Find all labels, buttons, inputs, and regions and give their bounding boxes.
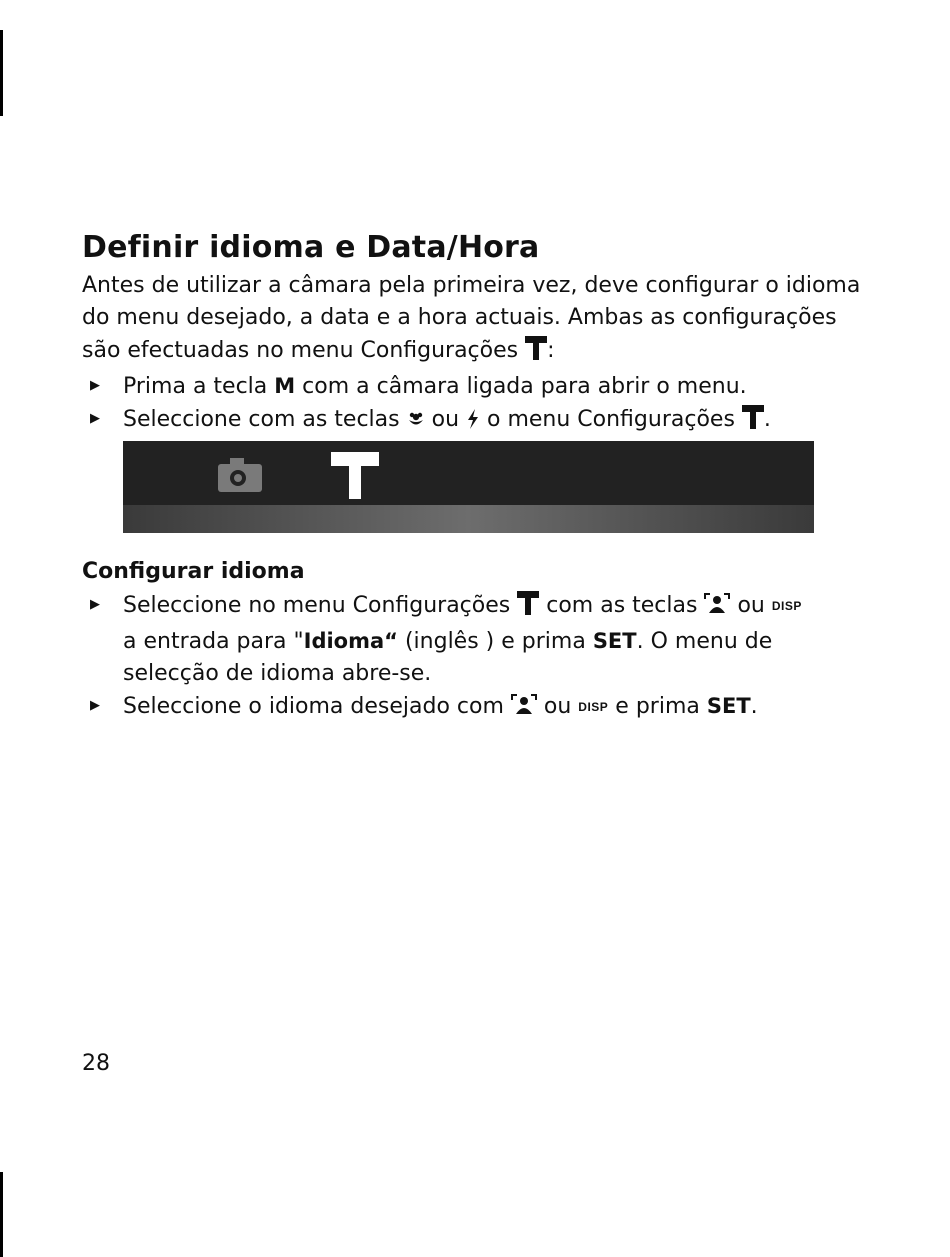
camera-icon [216,457,264,497]
step-text: Prima a tecla [123,374,275,399]
hammer-icon [525,334,547,370]
set-key-label: SET [592,629,637,653]
list-item [82,690,862,726]
triangle-right-icon: ▶ [90,378,100,393]
list-item [82,370,862,403]
step-text: (inglês ) e prima [397,629,593,654]
step-list-menu [82,370,862,439]
list-item [82,403,862,439]
step-list-language [82,589,862,726]
hammer-icon [517,589,539,625]
step-text: com as teclas [539,593,705,618]
step-text: . [763,407,771,432]
step-text: o menu Configurações [480,407,742,432]
triangle-right-icon: ▶ [90,411,100,426]
step-text: ou [730,593,772,618]
step-text: ou [424,407,466,432]
manual-page-content [82,226,862,726]
face-detect-icon [704,593,730,625]
menu-key-label: M [274,374,296,398]
menu-entry-term: Idioma“ [303,629,398,653]
camera-menu-screenshot [123,441,814,533]
hammer-icon [331,449,379,503]
step-text: . [750,694,758,719]
flash-icon [466,407,480,439]
page-number: 28 [82,1051,110,1076]
disp-key-label: DISP [771,599,802,613]
page-edge-mark-top [0,30,3,116]
list-item [82,589,862,690]
section-heading: Definir idioma e Data/Hora [82,230,540,265]
triangle-right-icon: ▶ [90,698,100,713]
step-text: . O menu de selecção de idioma abre-se. [123,629,773,686]
page-edge-mark-bottom [0,1172,3,1257]
step-text: Seleccione o idioma desejado com [123,694,511,719]
hammer-icon [742,403,764,439]
step-text: a entrada para " [123,629,304,654]
step-text: e prima [608,694,707,719]
subsection-heading: Configurar idioma [82,559,305,584]
intro-end: : [547,338,555,363]
step-text: Seleccione no menu Configurações [123,593,518,618]
macro-flower-icon [407,407,425,439]
set-key-label: SET [706,694,751,718]
intro-paragraph [82,270,862,370]
intro-text: Antes de utilizar a câmara pela primeira vez, deve configurar o idioma do menu desejado, a data e a hora actuais. Ambas as configurações são efectuadas no menu Configurações [82,273,861,363]
step-text: ou [536,694,579,719]
step-text: com a câmara ligada para abrir o menu. [295,374,747,399]
face-detect-icon [511,694,537,726]
step-text: Seleccione com as teclas [123,407,407,432]
triangle-right-icon: ▶ [90,597,100,612]
menu-strip-lower-band [123,505,814,533]
disp-key-label: DISP [578,700,609,714]
